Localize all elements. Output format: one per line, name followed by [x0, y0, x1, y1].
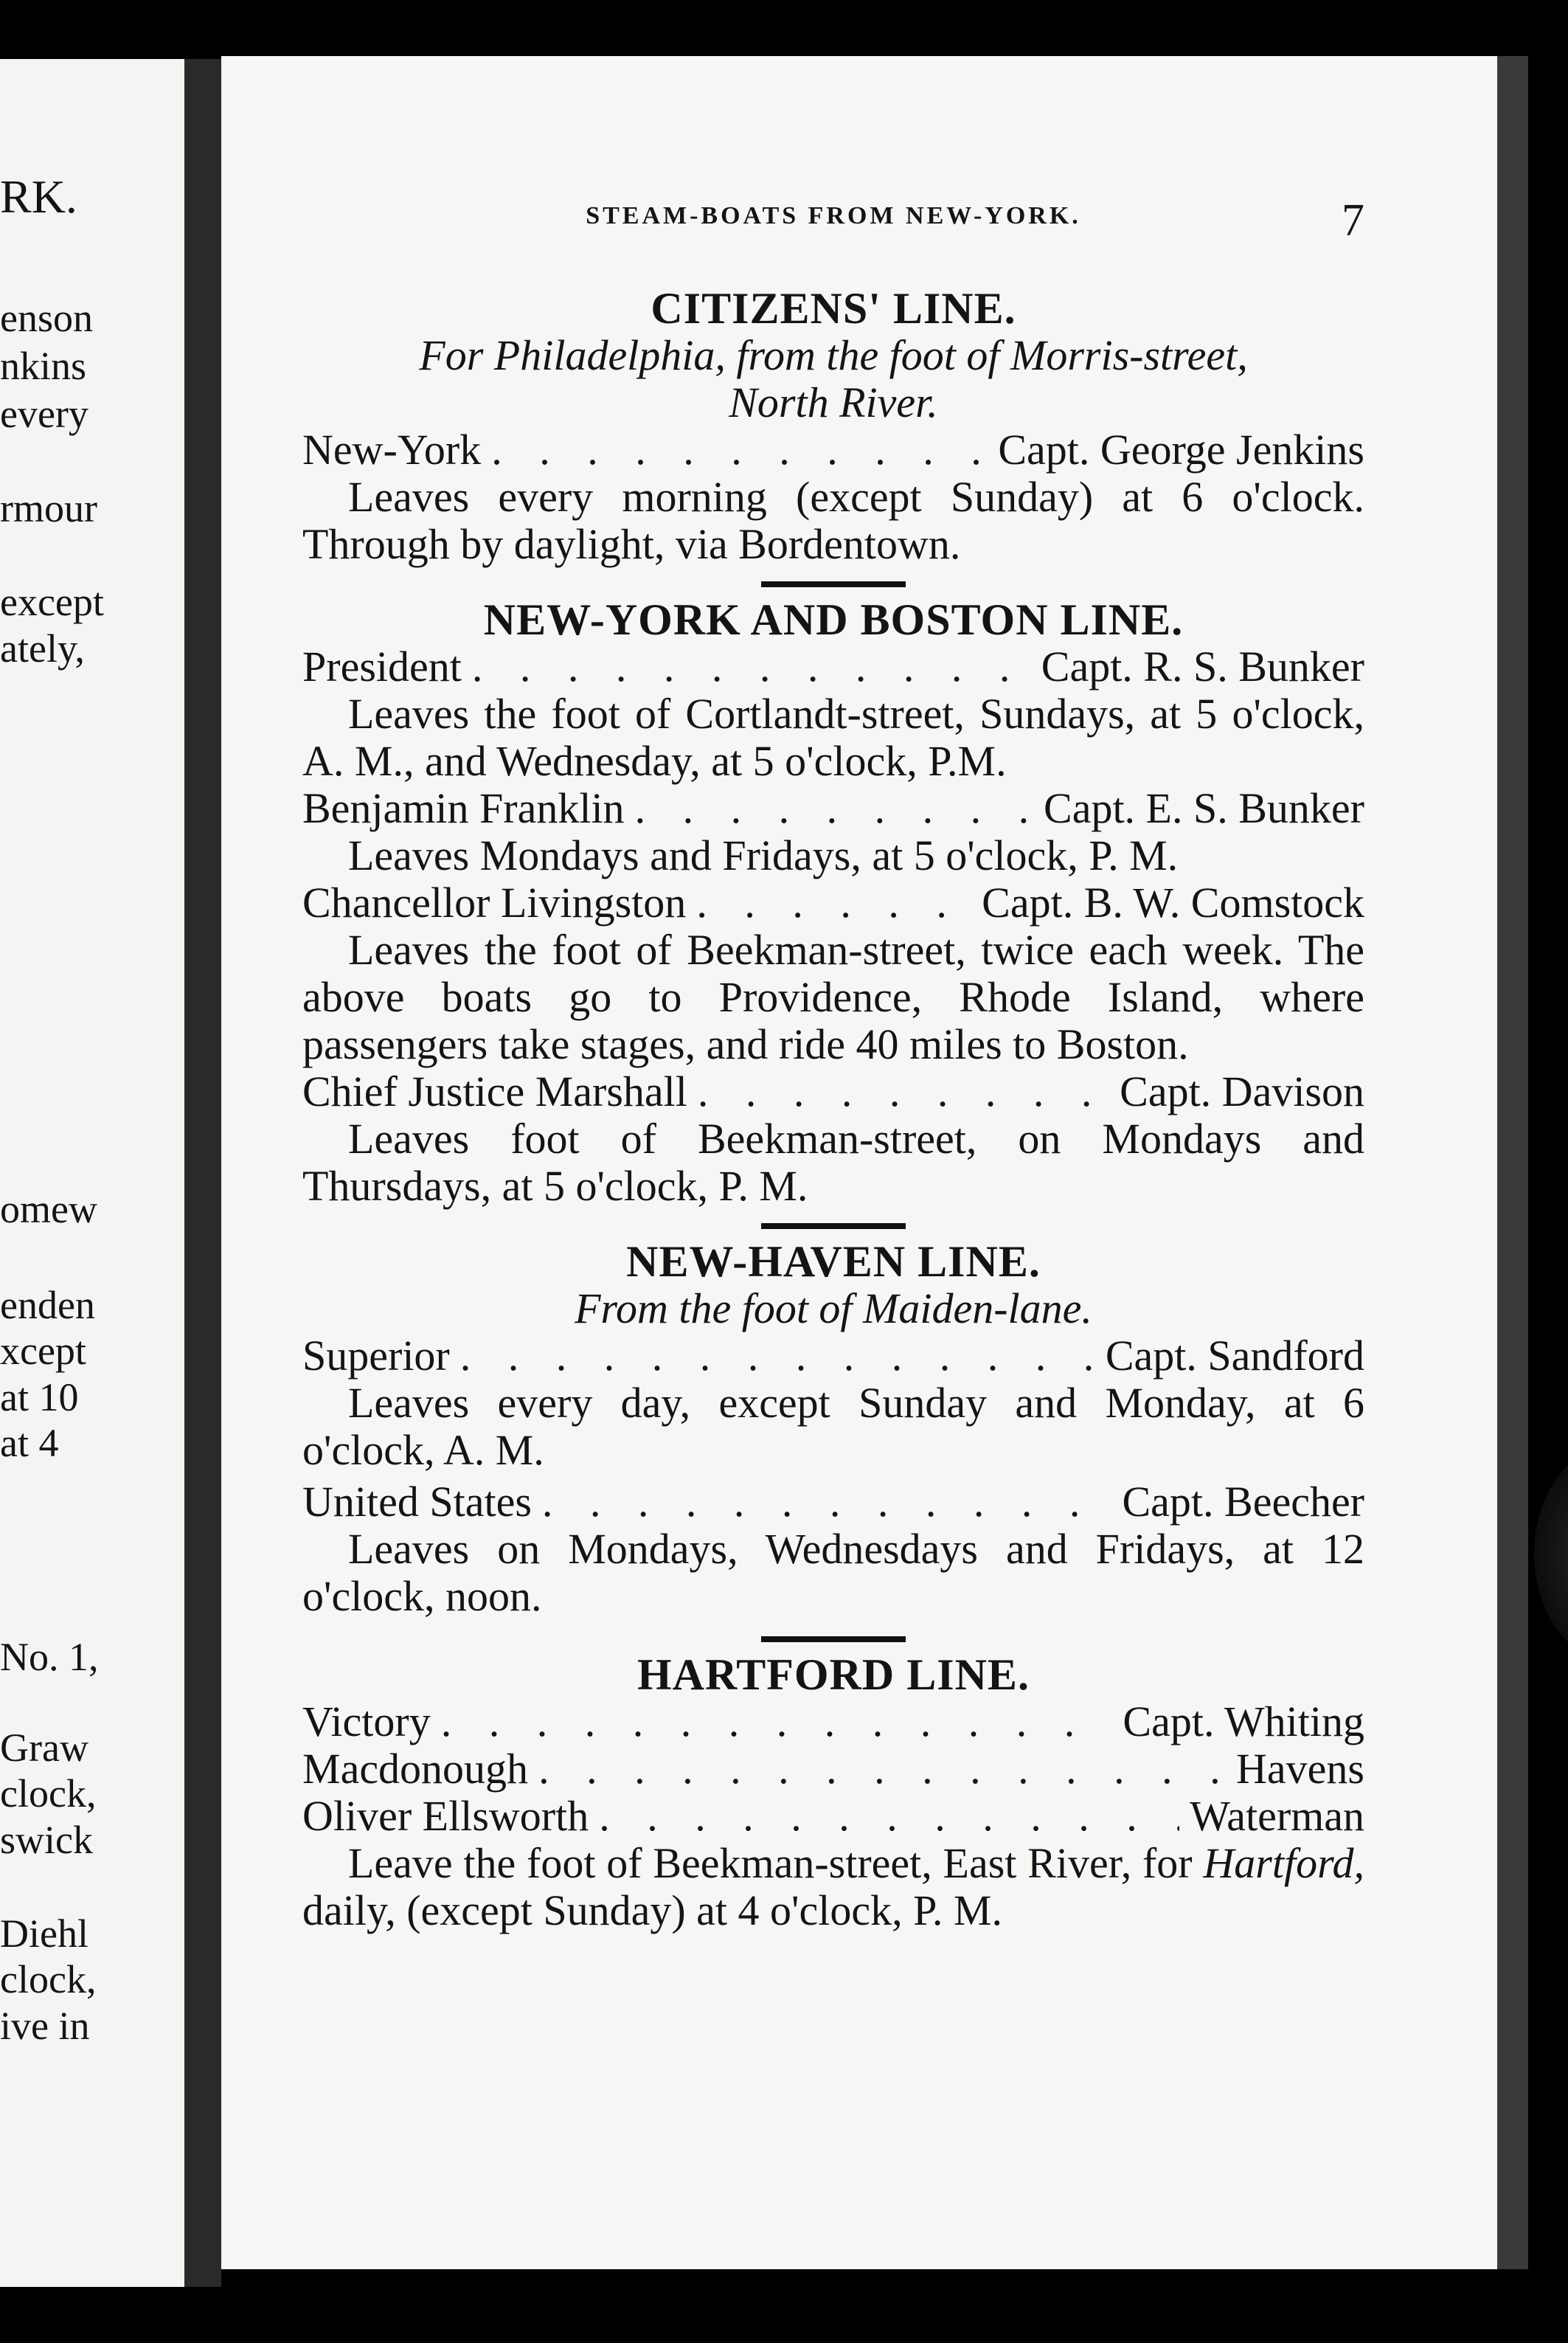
left-facing-page — [0, 59, 184, 2287]
destination-name: Hartford, — [1203, 1839, 1365, 1887]
left-page-fragment: swick — [0, 1818, 93, 1862]
left-page-fragment: ately, — [0, 626, 85, 671]
left-page-fragment: clock, — [0, 1771, 97, 1816]
description-text: Leave the foot of Beekman-street, East River, for — [348, 1839, 1193, 1887]
section-subtitle: From the foot of Maiden-lane. — [575, 1284, 1092, 1332]
section-divider — [761, 1223, 906, 1229]
boat-description: Leaves foot of Beekman-street, on Mondays and Thursdays, at 5 o'clock, P. M. — [302, 1115, 1364, 1210]
left-page-fragment: omew — [0, 1187, 97, 1231]
section-title: NEW-HAVEN LINE. — [626, 1237, 1041, 1286]
boat-name: New-York — [302, 426, 482, 474]
leader-dots — [460, 1332, 1095, 1380]
left-page-fragment: clock, — [0, 1957, 97, 2001]
boat-captain: Capt. B. W. Comstock — [982, 879, 1364, 927]
boat-captain: Capt. Davison — [1120, 1067, 1364, 1115]
section-divider — [761, 581, 906, 587]
book-gutter — [184, 59, 221, 2287]
page-edge — [1497, 56, 1528, 2269]
boat-entry — [302, 1745, 1364, 1793]
section-title: HARTFORD LINE. — [637, 1650, 1030, 1699]
left-page-fragment: ive in — [0, 2004, 90, 2048]
left-page-fragment: at 4 — [0, 1421, 59, 1465]
left-page-fragment: enson — [0, 296, 93, 340]
leader-dots — [696, 879, 971, 927]
hartford-line-section — [302, 1651, 1364, 1934]
section-title: NEW-YORK AND BOSTON LINE. — [483, 595, 1184, 644]
boat-name: Victory — [302, 1697, 431, 1745]
leader-dots — [472, 643, 1031, 691]
boat-name: Benjamin Franklin — [302, 784, 625, 832]
boat-entry — [302, 1793, 1364, 1840]
left-page-fragment: every — [0, 392, 89, 436]
boat-entry — [302, 643, 1364, 691]
boat-name: Oliver Ellsworth — [302, 1792, 589, 1840]
left-page-fragment: Diehl — [0, 1911, 89, 1956]
boat-description: Leaves the foot of Cortlandt-street, Sundays, at 5 o'clock, A. M., and Wednesday, at 5 o'clock, P.M. — [302, 690, 1364, 785]
boat-entry — [302, 1698, 1364, 1745]
boat-captain: Capt. Whiting — [1123, 1697, 1364, 1745]
boat-captain: Waterman — [1190, 1792, 1364, 1840]
boat-name: Chancellor Livingston — [302, 879, 687, 927]
left-page-fragment: RK. — [0, 170, 77, 223]
boat-entry — [302, 785, 1364, 832]
leader-dots — [491, 426, 988, 474]
boat-name: United States — [302, 1478, 532, 1526]
section-subtitle: North River. — [729, 378, 938, 426]
leader-dots — [599, 1793, 1179, 1840]
description-text: daily, (except Sunday) at 4 o'clock, P. M. — [302, 1886, 1002, 1934]
left-page-fragment: at 10 — [0, 1375, 79, 1419]
boat-captain: Capt. R. S. Bunker — [1041, 643, 1364, 691]
left-page-fragment: nkins — [0, 344, 87, 388]
boston-line-section — [302, 596, 1364, 1210]
page-body — [302, 285, 1364, 1934]
boat-entry — [302, 1478, 1364, 1526]
boat-description — [302, 1840, 1364, 1934]
boat-captain: Capt. George Jenkins — [998, 426, 1364, 474]
left-page-fragment: Graw — [0, 1726, 89, 1770]
page-stain — [1534, 1443, 1568, 1664]
section-title: CITIZENS' LINE. — [651, 284, 1016, 333]
boat-description: Leaves the foot of Beekman-street, twice each week. The above boats go to Providence, Rhode Island, where passengers take stages, and ride 40 miles to Boston. — [302, 926, 1364, 1068]
boat-entry — [302, 1332, 1364, 1380]
boat-entry — [302, 1068, 1364, 1115]
leader-dots — [538, 1745, 1226, 1793]
left-page-fragment: except — [0, 580, 104, 624]
boat-captain: Capt. Sandford — [1105, 1332, 1364, 1380]
boat-captain: Havens — [1236, 1745, 1364, 1793]
boat-name: President — [302, 643, 462, 691]
leader-dots — [635, 785, 1033, 832]
running-head: STEAM-BOATS FROM NEW-YORK. — [586, 202, 1081, 229]
boat-description: Leaves on Mondays, Wednesdays and Fridays, at 12 o'clock, noon. — [302, 1525, 1364, 1620]
page-number: 7 — [1342, 195, 1364, 246]
boat-entry — [302, 879, 1364, 927]
section-subtitle: For Philadelphia, from the foot of Morris-street, — [419, 331, 1248, 379]
boat-name: Superior — [302, 1332, 450, 1380]
left-page-fragment: xcept — [0, 1329, 86, 1373]
leader-dots — [542, 1478, 1112, 1526]
boat-captain: Capt. Beecher — [1122, 1478, 1364, 1526]
leader-dots — [441, 1698, 1113, 1745]
newhaven-line-section — [302, 1238, 1364, 1620]
boat-entry — [302, 426, 1364, 474]
left-page-fragment: rmour — [0, 486, 97, 530]
boat-name: Macdonough — [302, 1745, 529, 1793]
leader-dots — [698, 1068, 1109, 1115]
page-header — [302, 195, 1364, 254]
boat-name: Chief Justice Marshall — [302, 1067, 687, 1115]
boat-description: Leaves every morning (except Sunday) at 6 o'clock. Through by daylight, via Bordentown. — [302, 473, 1364, 568]
left-page-fragment: enden — [0, 1283, 95, 1327]
left-page-fragment: No. 1, — [0, 1635, 99, 1679]
book-page — [221, 56, 1528, 2269]
boat-captain: Capt. E. S. Bunker — [1044, 784, 1364, 832]
boat-description: Leaves every day, except Sunday and Monday, at 6 o'clock, A. M. — [302, 1379, 1364, 1474]
section-divider — [761, 1636, 906, 1642]
boat-description: Leaves Mondays and Fridays, at 5 o'clock, P. M. — [348, 831, 1179, 879]
citizens-line-section — [302, 285, 1364, 568]
